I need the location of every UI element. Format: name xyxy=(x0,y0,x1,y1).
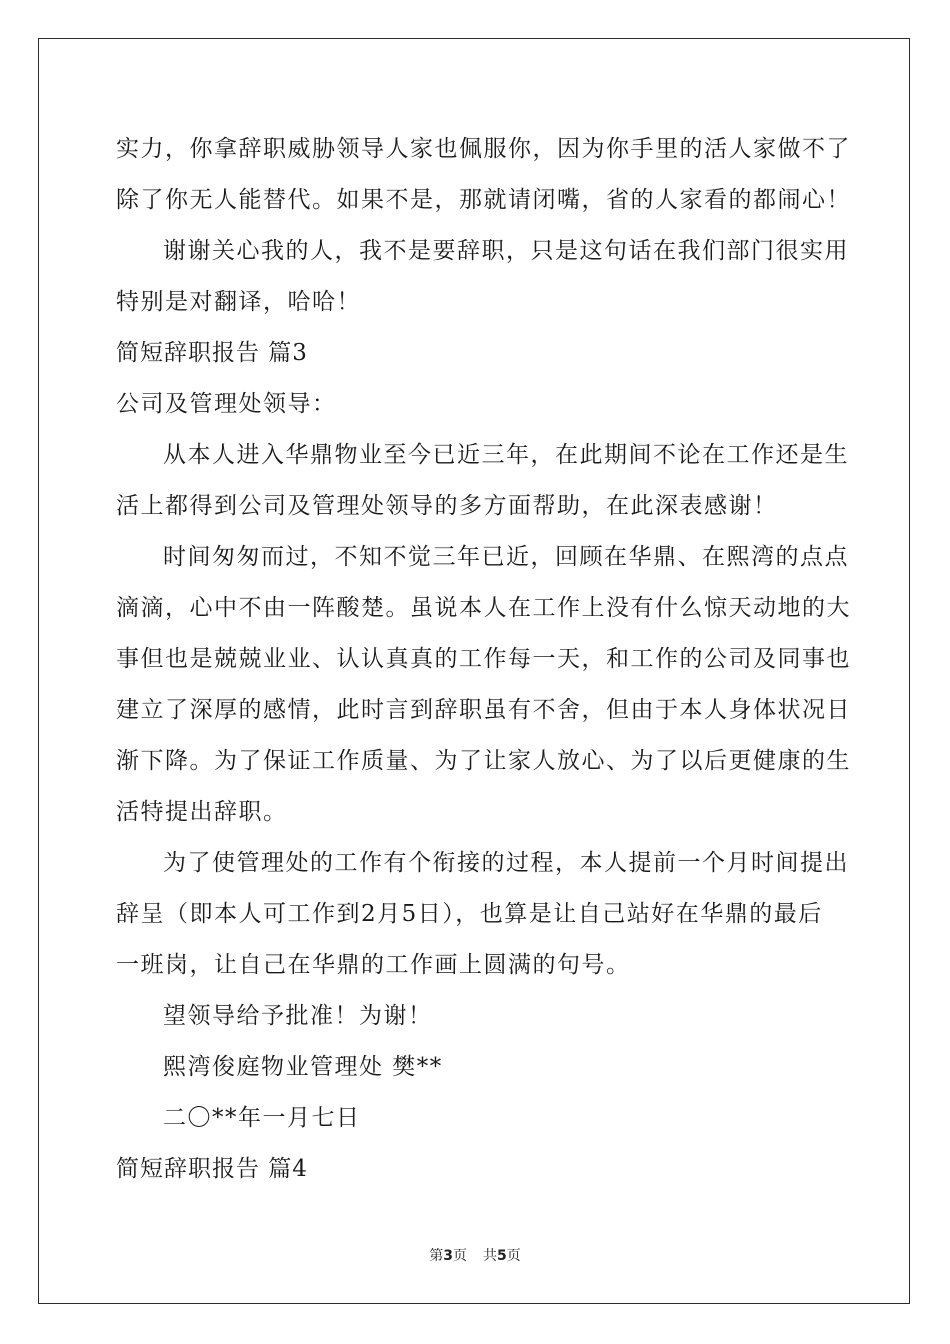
text-line-15: 为了使管理处的工作有个衔接的过程，本人提前一个月时间提出 xyxy=(163,850,849,876)
page-suffix: 页 xyxy=(453,1248,467,1264)
page-footer xyxy=(0,1245,950,1265)
total-suffix: 页 xyxy=(506,1248,521,1264)
text-line-10: 滴滴，心中不由一阵酸楚。虽说本人在工作上没有什么惊天动地的大 xyxy=(116,595,851,621)
text-line-12: 建立了深厚的感情，此时言到辞职虽有不舍，但由于本人身体状况日 xyxy=(116,697,851,723)
text-line-4: 特别是对翻译，哈哈！ xyxy=(116,289,361,315)
page-total: 5 xyxy=(497,1248,507,1264)
text-line-2: 除了你无人能替代。如果不是，那就请闭嘴，省的人家看的都闹心！ xyxy=(116,187,851,213)
salutation: 公司及管理处领导： xyxy=(116,391,337,417)
signature: 熙湾俊庭物业管理处 樊** xyxy=(163,1054,443,1080)
text-line-11: 事但也是兢兢业业、认认真真的工作每一天，和工作的公司及同事也 xyxy=(116,646,851,672)
text-line-9: 时间匆匆而过，不知不觉三年已近，回顾在华鼎、在熙湾的点点 xyxy=(163,544,849,570)
closing-line: 望领导给予批准！为谢！ xyxy=(163,1003,433,1029)
section-heading-3: 简短辞职报告 篇3 xyxy=(116,340,308,366)
text-line-16: 辞呈（即本人可工作到2月5日），也算是让自己站好在华鼎的最后 xyxy=(116,901,823,927)
text-line-8: 活上都得到公司及管理处领导的多方面帮助，在此深表感谢！ xyxy=(116,493,778,519)
date-line: 二〇**年一月七日 xyxy=(163,1105,361,1131)
page-prefix: 第 xyxy=(429,1248,444,1264)
text-line-14: 活特提出辞职。 xyxy=(116,799,288,825)
document-body xyxy=(116,124,851,1195)
text-line-7: 从本人进入华鼎物业至今已近三年，在此期间不论在工作还是生 xyxy=(163,442,849,468)
section-heading-4: 简短辞职报告 篇4 xyxy=(116,1156,308,1182)
text-line-3: 谢谢关心我的人，我不是要辞职，只是这句话在我们部门很实用 xyxy=(163,238,849,264)
page-current: 3 xyxy=(443,1248,453,1264)
total-prefix: 共 xyxy=(483,1248,497,1264)
text-line-1: 实力，你拿辞职威胁领导人家也佩服你，因为你手里的活人家做不了 xyxy=(116,136,851,162)
text-line-13: 渐下降。为了保证工作质量、为了让家人放心、为了以后更健康的生 xyxy=(116,748,851,774)
text-line-17: 一班岗，让自己在华鼎的工作画上圆满的句号。 xyxy=(116,952,631,978)
